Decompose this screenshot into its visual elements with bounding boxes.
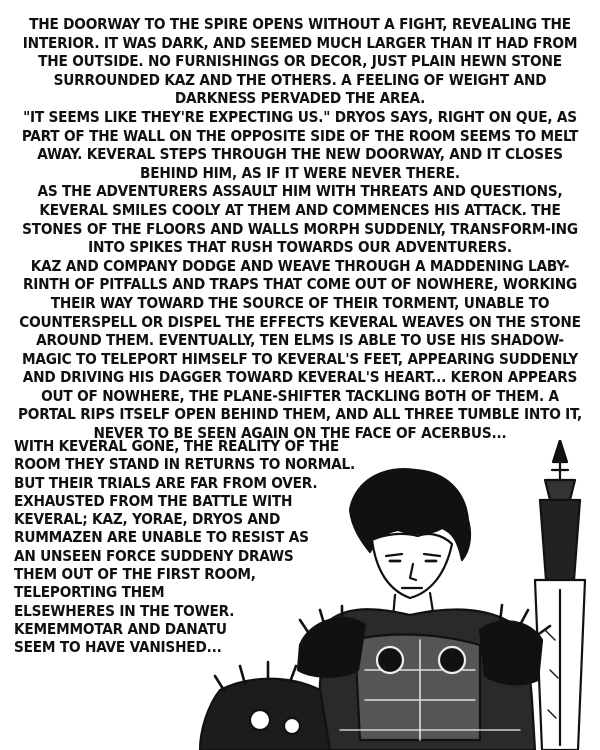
aftermath-line: KEVERAL; KAZ, YORAE, DRYOS AND xyxy=(14,510,281,529)
story-paragraph-2: "IT SEEMS LIKE THEY'RE EXPECTING US." DRYOS SAYS, RIGHT ON QUE, AS PART OF THE WALL ON THE OPPOSITE SIDE OF THE ROOM SEEMS TO MELT AWAY. KEVERAL STEPS THROUGH THE NEW DOORWAY, AND IT CLOSES BEHIND HIM, AS IF IT WERE NEVER THERE. xyxy=(21,107,579,182)
story-text xyxy=(14,15,586,443)
aftermath-line: BUT THEIR TRIALS ARE FAR FROM OVER. xyxy=(14,473,318,492)
aftermath-line: AN UNSEEN FORCE SUDDENY DRAWS xyxy=(14,546,294,565)
aftermath-line: THEM OUT OF THE FIRST ROOM, xyxy=(14,565,256,584)
aftermath-line: KEMEMMOTAR AND DANATU xyxy=(14,619,227,638)
aftermath-line: EXHAUSTED FROM THE BATTLE WITH xyxy=(14,491,293,510)
aftermath-line: SEEM TO HAVE VANISHED... xyxy=(14,638,222,657)
aftermath-line: ELSEWHERES IN THE TOWER. xyxy=(14,601,235,620)
story-paragraph-3: AS THE ADVENTURERS ASSAULT HIM WITH THREATS AND QUESTIONS, KEVERAL SMILES COOLY AT THEM AND COMMENCES HIS ATTACK. THE STONES OF THE FLOORS AND WALLS MORPH SUDDENLY, TRANSFORM-ING INTO SPIKES THAT RUSH TOWARDS OUR ADVENTURERS. xyxy=(22,182,578,257)
spear-tip-icon xyxy=(553,440,567,462)
story-paragraph-4: KAZ AND COMPANY DODGE AND WEAVE THROUGH A MADDENING LABY-RINTH OF PITFALLS AND TRAPS THAT COME OUT OF NOWHERE, WORKING THEIR WAY TOWARD THE SOURCE OF THEIR TORMENT, UNABLE TO COUNTERSPELL OR DISPEL THE EFFECTS KEVERAL WEAVES ON THE STONE AROUND THEM. EVENTUALLY, TEN ELMS IS ABLE TO USE HIS SHADOW-MAGIC TO TELEPORT HIMSELF TO KEVERAL'S FEET, APPEARING SUDDENLY AND DRIVING HIS DAGGER TOWARD KEVERAL'S HEART... KERON APPEARS OUT OF NOWHERE, THE PLANE-SHIFTER TACKLING BOTH OF THEM. A PORTAL RIPS ITSELF OPEN BEHIND THEM, AND ALL THREE TUMBLE INTO IT, NEVER TO BE SEEN AGAIN ON THE FACE OF ACERBUS... xyxy=(17,256,583,443)
aftermath-line: ROOM THEY STAND IN RETURNS TO NORMAL. xyxy=(14,455,355,474)
aftermath-line: WITH KEVERAL GONE, THE REALITY OF THE xyxy=(14,437,340,455)
aftermath-text xyxy=(14,437,394,657)
aftermath-line: TELEPORTING THEM xyxy=(14,583,165,602)
story-paragraph-1: THE DOORWAY TO THE SPIRE OPENS WITHOUT A FIGHT, REVEALING THE INTERIOR. IT WAS DARK, AND SEEMED MUCH LARGER THAN IT HAD FROM THE OUTSIDE. NO FURNISHINGS OR DECOR, JUST PLAIN HEWN STONE SURROUNDED KAZ AND THE OTHERS. A FEELING OF WEIGHT AND DARKNESS PERVADED THE AREA. xyxy=(22,15,578,108)
aftermath-line: RUMMAZEN ARE UNABLE TO RESIST AS xyxy=(14,528,309,547)
